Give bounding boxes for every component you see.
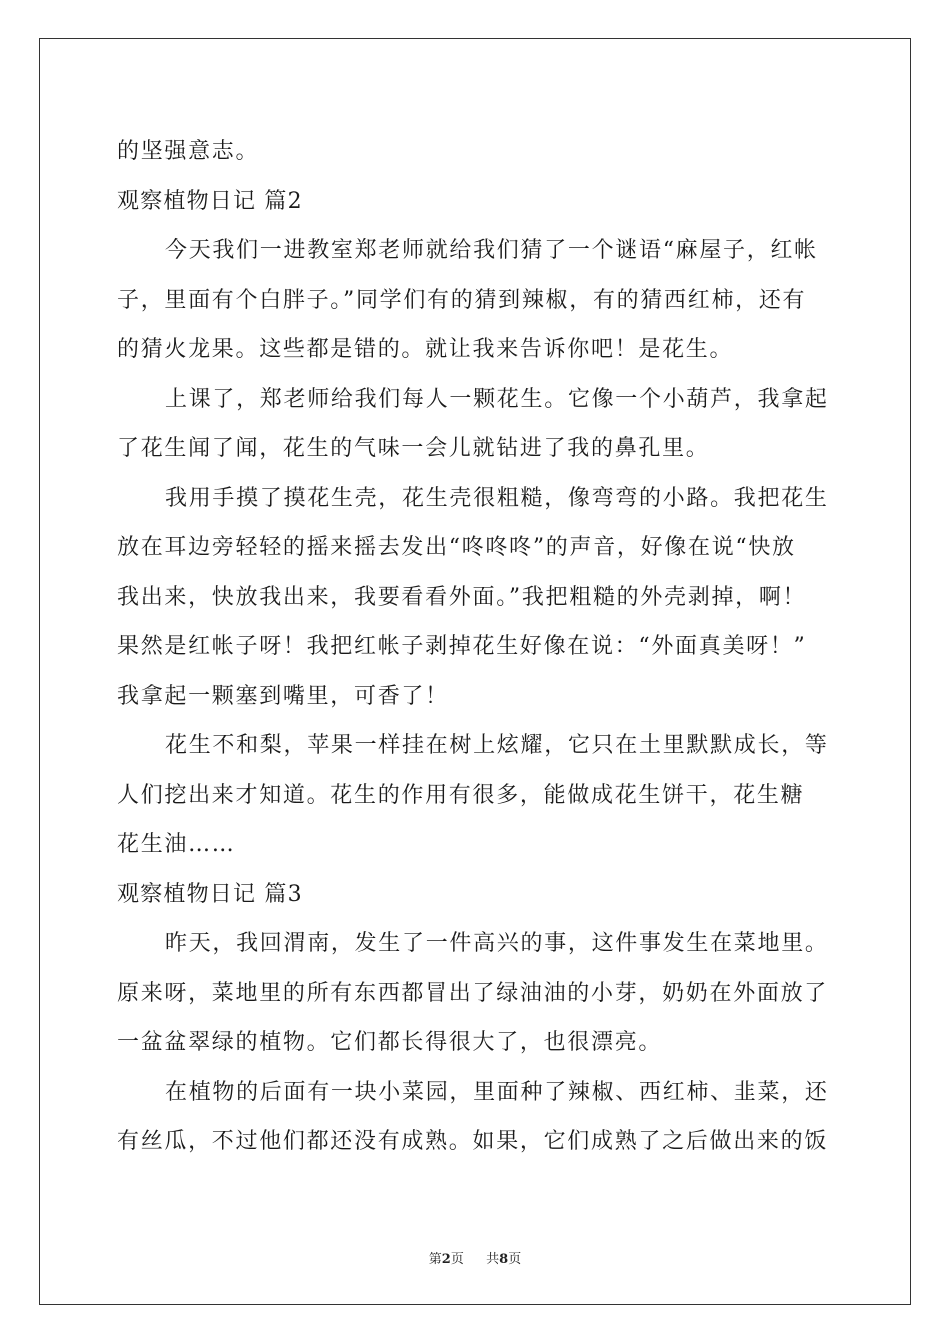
total-suffix: 页 <box>508 1252 522 1267</box>
paragraph-first-line: 在植物的后面有一块小菜园，里面种了辣椒、西红柿、韭菜，还 <box>165 1079 829 1105</box>
text-line: 我出来，快放我出来，我要看看外面。”我把粗糙的外壳剥掉，啊！ <box>117 584 807 610</box>
text-line: 了花生闻了闻，花生的气味一会儿就钻进了我的鼻孔里。 <box>117 436 710 461</box>
text-line: 的坚强意志。 <box>117 139 260 164</box>
paragraph-first-line: 花生不和梨，苹果一样挂在树上炫耀，它只在土里默默成长，等 <box>165 733 829 758</box>
page-footer <box>0 1248 950 1267</box>
paragraph-first-line: 我用手摸了摸花生壳，花生壳很粗糙，像弯弯的小路。我把花生 <box>165 485 829 511</box>
total-prefix: 共 <box>486 1252 500 1267</box>
text-line: 有丝瓜，不过他们都还没有成熟。如果，它们成熟了之后做出来的饭 <box>117 1129 829 1154</box>
text-line: 的猜火龙果。这些都是错的。就让我来告诉你吧！是花生。 <box>117 337 734 362</box>
page-suffix: 页 <box>450 1252 464 1267</box>
page-current: 2 <box>441 1252 451 1267</box>
text-line: 子，里面有个白胖子。”同学们有的猜到辣椒，有的猜西红柿，还有 <box>117 287 807 313</box>
text-line: 放在耳边旁轻轻的摇来摇去发出“咚咚咚”的声音，好像在说“快放 <box>117 535 796 560</box>
text-line: 果然是红帐子呀！我把红帐子剥掉花生好像在说：“外面真美呀！” <box>117 634 807 659</box>
text-line: 我拿起一颗塞到嘴里，可香了！ <box>117 683 449 709</box>
text-line: 原来呀，菜地里的所有东西都冒出了绿油油的小芽，奶奶在外面放了 <box>117 980 829 1006</box>
paragraph-first-line: 昨天，我回渭南，发生了一件高兴的事，这件事发生在菜地里。 <box>165 931 829 956</box>
section-heading: 观察植物日记 篇3 <box>117 881 303 907</box>
paragraph-first-line: 今天我们一进教室郑老师就给我们猜了一个谜语“麻屋子，红帐 <box>165 238 818 263</box>
page-total-indicator <box>486 1252 521 1267</box>
text-line: 人们挖出来才知道。花生的作用有很多，能做成花生饼干，花生糖 <box>117 782 805 808</box>
page-indicator <box>429 1252 468 1267</box>
section-heading: 观察植物日记 篇2 <box>117 188 303 214</box>
page-total: 8 <box>499 1252 509 1267</box>
text-line: 花生油…… <box>117 832 236 857</box>
text-line: 一盆盆翠绿的植物。它们都长得很大了，也很漂亮。 <box>117 1030 663 1055</box>
page-prefix: 第 <box>428 1252 442 1267</box>
document-body <box>117 127 835 1167</box>
paragraph-first-line: 上课了，郑老师给我们每人一颗花生。它像一个小葫芦，我拿起 <box>165 386 829 412</box>
